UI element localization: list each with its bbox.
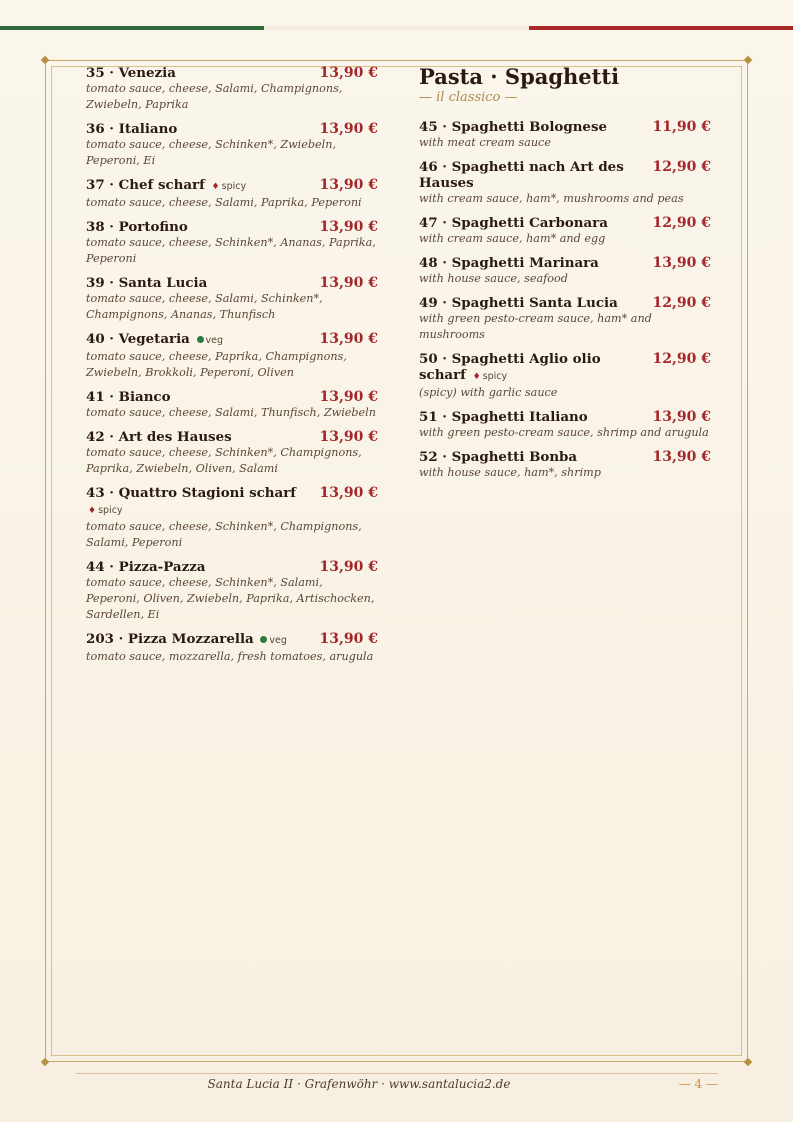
badge-label: spicy	[221, 181, 247, 192]
badge-label: veg	[205, 335, 224, 346]
menu-item-description: tomato sauce, cheese, Paprika, Champignons, Zwiebeln, Brokkoli, Peperoni, Oliven	[86, 350, 347, 379]
menu-item-price: 13,90 €	[319, 559, 378, 575]
menu-item-title: 40 · Vegetaria	[86, 331, 190, 347]
menu-item-name	[86, 120, 177, 137]
menu-item	[419, 408, 711, 441]
menu-item-header	[419, 158, 711, 191]
menu-item-name	[86, 274, 207, 291]
veg-badge	[258, 635, 287, 646]
menu-item-description: tomato sauce, cheese, Salami, Champignons, Zwiebeln, Paprika	[86, 82, 343, 111]
menu-item-price: 12,90 €	[652, 215, 711, 231]
menu-item-header	[86, 388, 378, 405]
menu-item	[86, 428, 378, 477]
pizza-column	[86, 64, 378, 672]
menu-item-price: 13,90 €	[319, 65, 378, 81]
menu-item	[419, 214, 711, 247]
pasta-column	[419, 64, 711, 488]
menu-item-name	[86, 218, 188, 235]
footer-text: Santa Lucia II · Grafenwöhr · www.santalucia2.de	[207, 1077, 511, 1091]
badge-label: veg	[269, 635, 287, 646]
menu-item-name	[86, 630, 287, 649]
menu-item-description: with green pesto-cream sauce, ham* and mushrooms	[419, 312, 652, 341]
menu-item-header	[419, 350, 711, 385]
menu-item-title: 52 · Spaghetti Bonba	[419, 449, 578, 465]
menu-item-description: tomato sauce, cheese, Schinken*, Salami, Peperoni, Oliven, Zwiebeln, Paprika, Artischocken, Sardellen, Ei	[86, 576, 375, 621]
menu-item-price: 12,90 €	[652, 295, 711, 311]
menu-item	[86, 64, 378, 113]
menu-item-title: 203 · Pizza Mozzarella	[86, 631, 254, 647]
menu-item	[419, 294, 711, 343]
menu-item-description: tomato sauce, cheese, Salami, Paprika, Peperoni	[86, 196, 362, 209]
menu-item-name	[86, 558, 206, 575]
menu-item-name	[419, 294, 618, 311]
menu-item	[86, 176, 378, 211]
menu-item-description: with house sauce, ham*, shrimp	[419, 466, 601, 479]
menu-item-name	[86, 484, 316, 519]
spicy-badge	[86, 505, 123, 516]
menu-item-name	[86, 428, 232, 445]
menu-item-title: 36 · Italiano	[86, 121, 178, 137]
flag-red	[529, 26, 793, 30]
menu-item-price: 12,90 €	[652, 351, 711, 367]
section-subtitle: — il classico —	[419, 90, 518, 105]
menu-item-header	[86, 274, 378, 291]
menu-item-name	[86, 388, 171, 405]
section-title: Pasta · Spaghetti	[419, 64, 620, 89]
menu-item-title: 42 · Art des Hauses	[86, 429, 232, 445]
menu-item-title: 51 · Spaghetti Italiano	[419, 409, 588, 425]
page-number: — 4 —	[678, 1077, 718, 1091]
menu-item-title: 39 · Santa Lucia	[86, 275, 208, 291]
menu-item-name	[419, 408, 588, 425]
menu-item	[86, 388, 378, 421]
menu-item-header	[86, 484, 378, 519]
menu-item-header	[419, 294, 711, 311]
menu-item-title: 50 · Spaghetti Aglio olio scharf	[419, 351, 601, 383]
menu-item-header	[86, 630, 378, 649]
menu-item-title: 41 · Bianco	[86, 389, 171, 405]
menu-item	[86, 274, 378, 323]
menu-item-header	[86, 176, 378, 195]
italian-flag-stripe	[0, 26, 793, 30]
menu-item-name	[419, 214, 608, 231]
menu-item-header	[86, 558, 378, 575]
menu-item-description: (spicy) with garlic sauce	[419, 386, 558, 399]
menu-item-title: 35 · Venezia	[86, 65, 176, 81]
menu-item-header	[86, 428, 378, 445]
menu-item-price: 13,90 €	[319, 275, 378, 291]
menu-item	[86, 120, 378, 169]
menu-item-price: 13,90 €	[319, 219, 378, 235]
spicy-badge	[471, 371, 508, 382]
menu-item-description: tomato sauce, cheese, Schinken*, Champignons, Paprika, Zwiebeln, Oliven, Salami	[86, 446, 362, 475]
menu-item-header	[419, 214, 711, 231]
menu-item-header	[419, 118, 711, 135]
menu-item-price: 13,90 €	[652, 255, 711, 271]
spicy-diamond-icon: ♦	[211, 182, 220, 192]
menu-item-title: 47 · Spaghetti Carbonara	[419, 215, 608, 231]
menu-item	[86, 484, 378, 551]
menu-item-description: with green pesto-cream sauce, shrimp and arugula	[419, 426, 709, 439]
menu-item-title: 49 · Spaghetti Santa Lucia	[419, 295, 618, 311]
menu-item	[419, 448, 711, 481]
spicy-badge	[210, 181, 247, 192]
menu-item-price: 13,90 €	[319, 485, 378, 501]
menu-item	[86, 630, 378, 665]
frame-corner-ornament	[744, 1058, 752, 1066]
menu-item-description: tomato sauce, cheese, Salami, Thunfisch, Zwiebeln	[86, 406, 376, 419]
menu-item-title: 43 · Quattro Stagioni scharf	[86, 485, 297, 501]
menu-item-title: 37 · Chef scharf	[86, 177, 205, 193]
menu-item-title: 44 · Pizza-Pazza	[86, 559, 206, 575]
menu-item-description: tomato sauce, cheese, Schinken*, Champignons, Salami, Peperoni	[86, 520, 362, 549]
menu-item-price: 13,90 €	[319, 121, 378, 137]
veg-badge	[195, 335, 224, 346]
badge-label: spicy	[98, 505, 123, 516]
menu-item-header	[86, 330, 378, 349]
menu-item-name	[419, 350, 649, 385]
menu-item-name	[419, 254, 599, 271]
menu-item-title: 46 · Spaghetti nach Art des Hauses	[419, 159, 624, 191]
menu-item-description: with cream sauce, ham* and egg	[419, 232, 606, 245]
menu-item-title: 38 · Portofino	[86, 219, 188, 235]
menu-item-name	[86, 176, 246, 195]
menu-item	[419, 254, 711, 287]
spicy-diamond-icon: ♦	[472, 372, 481, 382]
menu-item-name	[419, 118, 607, 135]
menu-item	[86, 218, 378, 267]
menu-item-description: with house sauce, seafood	[419, 272, 568, 285]
menu-item-price: 13,90 €	[652, 409, 711, 425]
badge-label: spicy	[482, 371, 508, 382]
menu-item-title: 48 · Spaghetti Marinara	[419, 255, 599, 271]
menu-item-header	[86, 218, 378, 235]
menu-item-price: 12,90 €	[652, 159, 711, 175]
spicy-diamond-icon: ♦	[88, 506, 97, 516]
menu-item	[419, 118, 711, 151]
menu-item-description: tomato sauce, mozzarella, fresh tomatoes, arugula	[86, 650, 374, 663]
menu-item-name	[419, 448, 577, 465]
menu-item-description: with meat cream sauce	[419, 136, 551, 149]
menu-item-price: 13,90 €	[319, 331, 378, 347]
menu-item-price: 13,90 €	[319, 631, 378, 647]
menu-item-header	[419, 448, 711, 465]
menu-item-description: tomato sauce, cheese, Salami, Schinken*, Champignons, Ananas, Thunfisch	[86, 292, 323, 321]
menu-item	[419, 350, 711, 401]
menu-item-price: 13,90 €	[319, 177, 378, 193]
veg-dot-icon	[260, 636, 267, 643]
menu-item-header	[86, 64, 378, 81]
menu-item-description: with cream sauce, ham*, mushrooms and peas	[419, 192, 684, 205]
menu-item-description: tomato sauce, cheese, Schinken*, Zwiebeln, Peperoni, Ei	[86, 138, 336, 167]
menu-item-name	[86, 330, 223, 349]
footer-divider	[76, 1073, 718, 1074]
menu-item-header	[86, 120, 378, 137]
menu-item-name	[86, 64, 176, 81]
flag-green	[0, 26, 264, 30]
menu-item-title: 45 · Spaghetti Bolognese	[419, 119, 608, 135]
menu-item	[86, 558, 378, 623]
menu-item-description: tomato sauce, cheese, Schinken*, Ananas, Paprika, Peperoni	[86, 236, 376, 265]
menu-item	[419, 158, 711, 207]
menu-item-header	[419, 254, 711, 271]
menu-item-header	[419, 408, 711, 425]
menu-item-price: 13,90 €	[319, 389, 378, 405]
menu-item-price: 13,90 €	[319, 429, 378, 445]
menu-item-price: 11,90 €	[652, 119, 711, 135]
menu-item	[86, 330, 378, 381]
flag-white	[264, 26, 529, 30]
menu-item-price: 13,90 €	[652, 449, 711, 465]
veg-dot-icon	[197, 336, 204, 343]
menu-item-name	[419, 158, 649, 191]
pasta-list	[419, 118, 711, 481]
